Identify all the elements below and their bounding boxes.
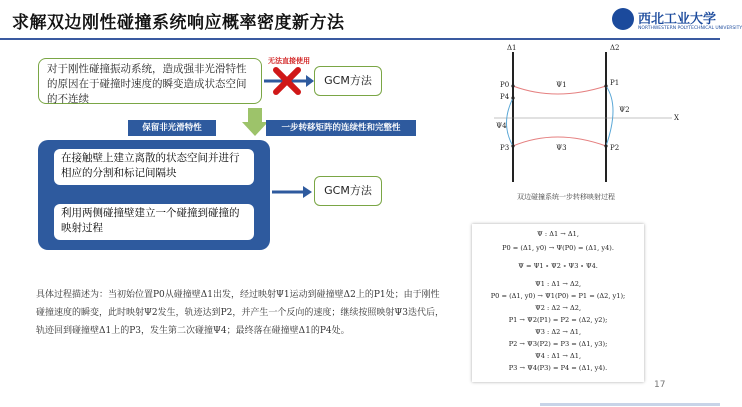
no-direct-use-label: 无法直接使用 xyxy=(268,57,310,65)
label-psi3: Ψ3 xyxy=(556,144,567,152)
label-psi2: Ψ2 xyxy=(619,106,630,114)
point-p2 xyxy=(604,144,607,147)
point-p1 xyxy=(604,84,607,87)
trajectory-psi2 xyxy=(606,86,613,146)
page-number: 17 xyxy=(654,380,666,390)
equation-line: P0 = (Δ1, y0) → Ψ1(P0) = P1 = (Δ2, y1); xyxy=(490,292,626,300)
university-logo xyxy=(612,6,742,36)
label-delta2: Δ2 xyxy=(610,44,620,52)
diagram-caption: 双边碰撞系统一步转移映射过程 xyxy=(517,193,615,201)
equation-line: Ψ3 : Δ2 → Δ1, xyxy=(534,328,582,336)
equation-line: Ψ = Ψ1 ∘ Ψ2 ∘ Ψ3 ∘ Ψ4. xyxy=(518,262,598,270)
label-p2: P2 xyxy=(610,144,620,152)
equation-line: P3 → Ψ4(P3) = P4 = (Δ1, y4). xyxy=(508,364,608,372)
process-description: 具体过程描述为：当初始位置P0从碰撞壁Δ1出发，经过映射Ψ1运动到碰撞壁Δ2上的P1处；由于刚性碰撞速度的瞬变，此时映射Ψ2发生，轨迹达到P2，并产生一个反向的速度；继续按照映射Ψ3迭代后，轨迹回到碰撞壁Δ1上的P3，发生第二次碰撞Ψ4；最终落在碰撞壁Δ1的P4处。 xyxy=(36,290,445,336)
equation-line: P0 = (Δ1, y0) → Ψ(P0) = (Δ1, y4). xyxy=(502,244,614,252)
label-p0: P0 xyxy=(500,81,510,89)
point-p4 xyxy=(511,96,514,99)
equation-line: P2 → Ψ3(P2) = P3 = (Δ1, y3); xyxy=(508,340,608,348)
seal-icon xyxy=(612,8,634,30)
equation-line: P1 → Ψ2(P1) = P2 = (Δ2, y2); xyxy=(508,316,608,324)
logo-subtitle: NORTHWESTERN POLYTECHNICAL UNIVERSITY xyxy=(638,26,742,31)
label-delta1: Δ1 xyxy=(507,44,517,52)
label-p3: P3 xyxy=(500,144,510,152)
step-discretize: 在接触壁上建立离散的状态空间并进行相应的分割和标记间隔块 xyxy=(54,149,254,185)
transfer-matrix-label: 一步转移矩阵的连续性和完整性 xyxy=(266,120,416,136)
right-arrow-icon xyxy=(270,183,314,201)
point-p0 xyxy=(511,84,514,87)
logo-name: 西北工业大学 xyxy=(638,12,717,27)
step-mapping: 利用两侧碰撞壁建立一个碰撞到碰撞的映射过程 xyxy=(54,204,254,240)
equation-line: Ψ4 : Δ1 → Δ1, xyxy=(534,352,582,360)
equation-line: Ψ2 : Δ2 → Δ2, xyxy=(534,304,582,312)
problem-box: 对于刚性碰撞振动系统，造成强非光滑特性的原因在于碰撞时速度的瞬变造成状态空间的不连续 xyxy=(38,58,262,104)
gcm-method-box-top: GCM方法 xyxy=(314,66,382,96)
footer-bar xyxy=(540,403,720,406)
keep-nonsmooth-label: 保留非光滑特性 xyxy=(128,120,216,136)
label-x: X xyxy=(674,114,679,122)
equation-line: Ψ : Δ1 → Δ1, xyxy=(537,230,579,238)
point-p3 xyxy=(511,144,514,147)
label-p1: P1 xyxy=(610,79,620,87)
gcm-method-box-bottom: GCM方法 xyxy=(314,176,382,206)
blocked-arrow xyxy=(262,62,314,100)
label-p4: P4 xyxy=(500,93,510,101)
label-psi4: Ψ4 xyxy=(496,122,507,130)
step-arrow-icon xyxy=(140,186,160,204)
equations-panel xyxy=(472,224,644,382)
mapping-diagram xyxy=(486,40,686,190)
equation-line: Ψ1 : Δ1 → Δ2, xyxy=(534,280,582,288)
label-psi1: Ψ1 xyxy=(556,81,567,89)
page-title: 求解双边刚性碰撞系统响应概率密度新方法 xyxy=(12,13,345,33)
